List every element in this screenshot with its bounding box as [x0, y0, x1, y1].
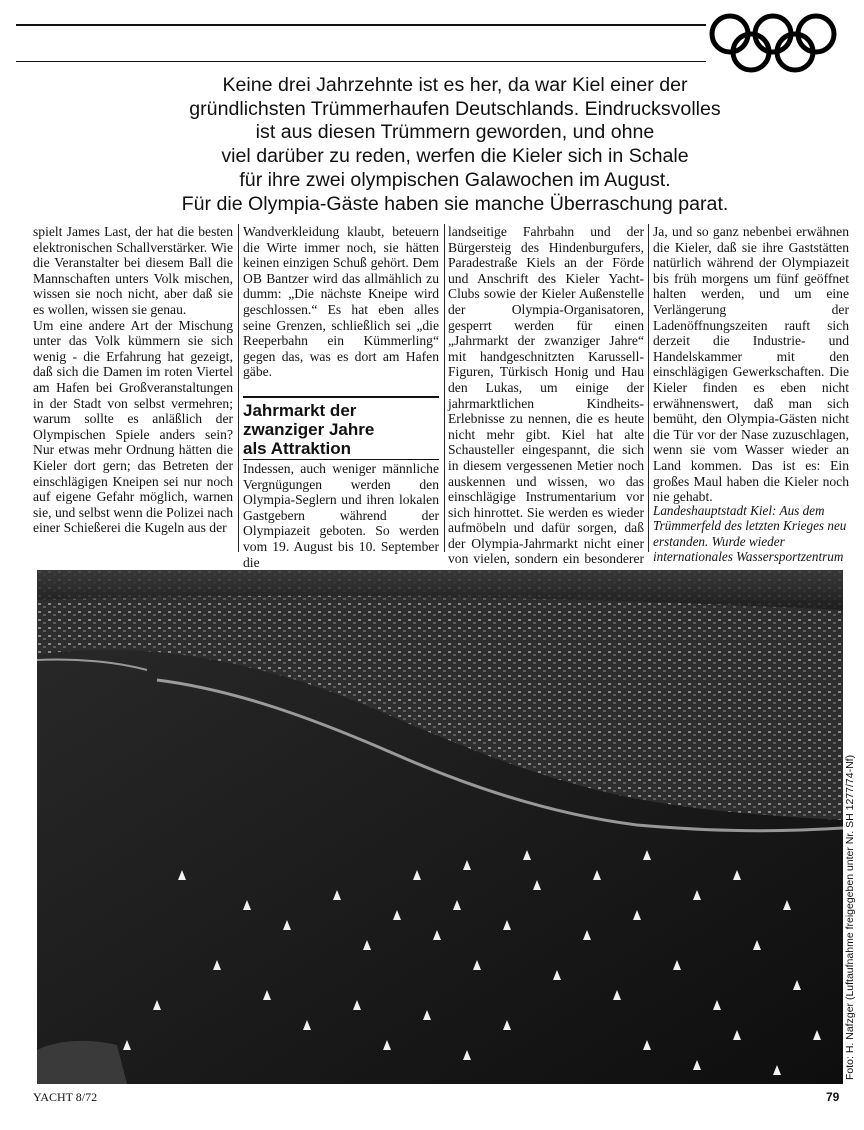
- top-rule: [16, 24, 706, 26]
- column-divider: [648, 224, 649, 552]
- section-subheading: Jahrmarkt der zwanziger Jahre als Attraktion: [243, 396, 439, 460]
- olympic-rings-icon: [700, 12, 850, 74]
- column-divider: [238, 224, 239, 552]
- article-column-3: landseitige Fahrbahn und der Bürgersteig des Hindenburgufers, Paradestraße Kiels an der Förde und Anschrift des Kieler Yacht-Clubs sowie der Kieler Außenstelle der Olympia-Organisatoren, gesperrt werden für einen „Jahrmarkt der zwanziger Jahre“ mit handgeschnitzten Karussell-Figuren, Türkisch Honig und Hau den Lukas, um einige der jahrmarktlichen Kindheits-Erlebnisse zu nennen, die es heute nicht mehr gibt. Kiel hat alte Schausteller eingespannt, die sich in diesem vergessenen Metier noch auskennen und wissen, wo das einschlägige Instrumentarium vor sich hinrottet. Sie werden es wieder aufmöbeln und dafür sorgen, daß der Olympia-Jahrmarkt nicht einer von vielen, sondern ein besonderer: [448, 224, 644, 567]
- magazine-issue: YACHT 8/72: [33, 1090, 98, 1104]
- article-column-2: Wandverkleidung klaubt, beteuern die Wirte immer noch, sie hätten keinen einzigen Schuß gehört. Dem OB Bantzer wird das allmählich zu dumm: „Die nächste Kneipe wird geschlossen.“ Es hat eben alles seine Grenzen, schließlich sei „die Reeperbahn ein Kümmerling“ gegen das, was es dort am Hafen gäbe.: [243, 224, 439, 380]
- aerial-photo: [37, 570, 843, 1084]
- photo-credit: Foto: H. Nafzger (Luftaufnahme freigegeben unter Nr. SH 1277/74-Nf): [844, 754, 856, 1080]
- article-column-1: spielt James Last, der hat die besten elektronischen Schallverstärker. Wie die Veranstalter bei diesem Ball die Mannschaften unters Volk mischen, wissen sie noch nicht, aber daß sie es wollen, wissen sie genau. Um eine andere Art der Mischung unter das Volk kümmern sie sich wenig - die Erfahrung hat gezeigt, daß sich die Damen im roten Viertel am Hafen bei Großveranstaltungen in der Stadt von selbst vermehren; warum sollte es anläßlich der Olympischen Spiele anders sein? Nur etwas mehr Ordnung hätten die Kieler dort gern; das Betreten der einschlägigen Kneipen sei nur noch auf eigene Gefahr möglich, warnen sie, und selbst wenn die Polizei nach einer Schießerei die Kugeln aus der: [33, 224, 233, 536]
- page-number: 79: [826, 1090, 840, 1104]
- lede-paragraph: Keine drei Jahrzehnte ist es her, da war Kiel einer der gründlichsten Trümmerhaufen Deutschlands. Eindrucksvolles ist aus diesen Trümmern geworden, und ohne viel darüber zu reden, werfen die Kieler sich in Schale für ihre zwei olympischen Galawochen im August. Für die Olympia-Gäste haben sie manche Überraschung parat.: [181, 74, 729, 215]
- article-column-2-continued: Indessen, auch weniger männliche Vergnügungen werden den Olympia-Seglern und ihren lokalen Gastgebern während der Olympiazeit geboten. So werden vom 19. August bis 10. September die: [243, 461, 439, 570]
- photo-caption: Landeshauptstadt Kiel: Aus dem Trümmerfeld des letzten Krieges neu erstanden. Wurde wieder internationales Wassersportzentrum: [653, 503, 847, 565]
- column-divider: [444, 224, 445, 552]
- article-column-4: Ja, und so ganz nebenbei erwähnen die Kieler, daß sie ihre Gaststätten natürlich während der Olympiazeit bis früh morgens um fünf geöffnet halten werden, und um eine Verlängerung der Ladenöffnungszeiten rauft sich derzeit die Industrie- und Handelskammer mit den einschlägigen Gewerkschaften. Die Kieler finden es eben nicht erwähnenswert, daß man sich bemüht, den Olympia-Gästen nicht die Tür vor der Nase zuzuschlagen, wenn sie vom Wasser wieder an Land kommen. Das ist es: Ein großes Maul haben die Kieler noch nie gehabt.: [653, 224, 849, 505]
- top-rule-lower: [16, 61, 706, 62]
